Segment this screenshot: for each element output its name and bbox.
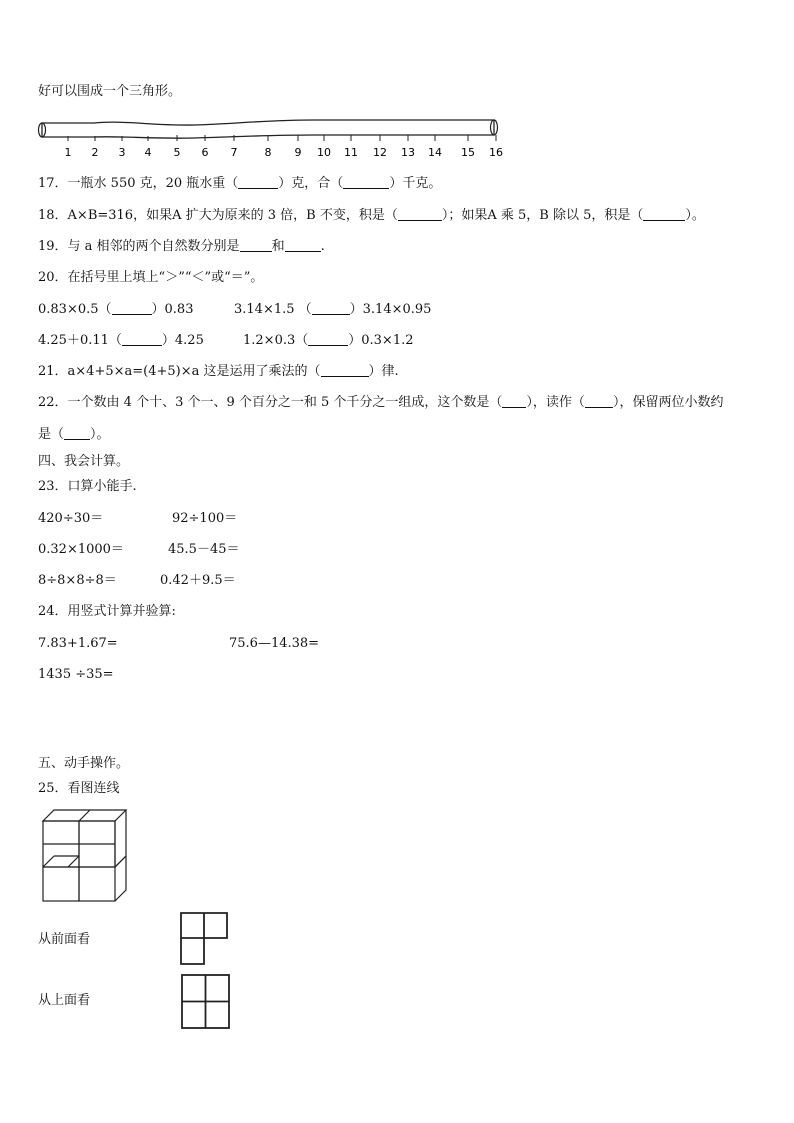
cube-stack-figure: [40, 808, 132, 908]
q24-item-2: 75.6—14.38=: [229, 636, 320, 651]
question-21: [38, 364, 399, 380]
q20-blank-2[interactable]: [312, 302, 350, 315]
ruler-tick-label: 2: [91, 146, 99, 159]
question-20-row-1b: [234, 302, 431, 318]
question-18: [38, 208, 705, 224]
q20-blank-4[interactable]: [308, 333, 348, 346]
question-25-title: 25．看图连线: [38, 781, 120, 796]
ruler-tick-label: 15: [461, 146, 475, 159]
question-20-row-2: [38, 333, 204, 349]
front-view-label: 从前面看: [38, 932, 91, 947]
q22-blank-2[interactable]: [585, 395, 613, 408]
ruler-tick-label: 12: [373, 146, 387, 159]
q22-text-d: 是（: [38, 427, 65, 442]
q20-r1a-right: ）0.83: [151, 302, 194, 317]
q23-item-1: 420÷30＝: [38, 511, 104, 526]
question-20-row-1: [38, 302, 193, 318]
q19-text-c: .: [320, 239, 325, 254]
straw-ruler-figure: [34, 116, 504, 166]
q22-text-c: ），保留两位小数约: [612, 395, 724, 410]
q21-text-b: ）律.: [368, 364, 399, 379]
q19-text-a: 19．与 a 相邻的两个自然数分别是: [38, 239, 240, 254]
ruler-tick-label: 7: [230, 146, 238, 159]
q17-blank-2[interactable]: [343, 176, 389, 189]
ruler-tick-label: 8: [264, 146, 272, 159]
q18-text-c: ）。: [685, 208, 705, 223]
question-19: [38, 239, 325, 255]
q17-text-c: ）千克。: [389, 176, 442, 191]
q21-blank[interactable]: [321, 364, 369, 377]
q17-text-b: ）克，合（: [278, 176, 344, 191]
ruler-tick-label: 13: [401, 146, 415, 159]
top-view-drawing: [181, 974, 231, 1030]
straw-ruler-drawing: [34, 116, 504, 162]
ruler-tick-label: 10: [317, 146, 331, 159]
question-20-row-2b: [243, 333, 414, 349]
q19-blank-2[interactable]: [285, 239, 321, 252]
q22-text-a: 22．一个数由 4 个十、3 个一、9 个百分之一和 5 个千分之一组成，这个数是（: [38, 395, 503, 410]
top-view-label: 从上面看: [38, 993, 91, 1008]
q20-r2a-right: ）4.25: [161, 333, 204, 348]
top-view-figure[interactable]: [181, 974, 231, 1034]
section-4-heading: 四、我会计算。: [38, 454, 130, 469]
question-17: [38, 176, 441, 192]
q17-blank-1[interactable]: [238, 176, 278, 189]
q20-blank-3[interactable]: [122, 333, 162, 346]
q20-r2a-left: 4.25＋0.11（: [38, 333, 122, 348]
front-view-figure[interactable]: [180, 912, 230, 970]
q18-text-a: 18．A×B=316，如果A 扩大为原来的 3 倍，B 不变，积是（: [38, 208, 398, 223]
q18-blank-2[interactable]: [643, 208, 685, 221]
q18-blank-1[interactable]: [398, 208, 442, 221]
question-24-title: 24．用竖式计算并验算:: [38, 604, 176, 619]
q19-text-b: 和: [271, 239, 285, 254]
q24-item-3: 1435 ÷35=: [38, 667, 114, 682]
q24-item-1: 7.83+1.67=: [38, 636, 118, 651]
q23-item-5: 8÷8×8÷8＝: [38, 573, 117, 588]
ruler-tick-label: 4: [144, 146, 152, 159]
ruler-tick-label: 9: [294, 146, 302, 159]
ruler-tick-label: 11: [344, 146, 358, 159]
q23-item-3: 0.32×1000＝: [38, 542, 124, 557]
q18-text-b: ）；如果A 乘 5，B 除以 5，积是（: [441, 208, 644, 223]
q20-r2b-right: ）0.3×1.2: [348, 333, 414, 348]
q22-text-b: ），读作（: [526, 395, 585, 410]
q20-r2b-left: 1.2×0.3（: [243, 333, 309, 348]
ruler-tick-label: 16: [489, 146, 503, 159]
ruler-tick-label: 14: [428, 146, 442, 159]
ruler-tick-label: 6: [201, 146, 209, 159]
q17-text-a: 17．一瓶水 550 克，20 瓶水重（: [38, 176, 239, 191]
q20-r1a-left: 0.83×0.5（: [38, 302, 112, 317]
ruler-tick-label: 3: [118, 146, 126, 159]
q23-item-6: 0.42＋9.5＝: [160, 573, 236, 588]
question-20-title: 20．在括号里上填上“＞”“＜”或“＝”。: [38, 270, 264, 285]
q21-text-a: 21．a×4+5×a=(4+5)×a 这是运用了乘法的（: [38, 364, 321, 379]
q20-r1b-right: ）3.14×0.95: [349, 302, 432, 317]
q23-item-2: 92÷100＝: [172, 511, 238, 526]
question-22-cont: [38, 427, 110, 443]
ruler-tick-label: 5: [173, 146, 181, 159]
q20-r1b-left: 3.14×1.5 （: [234, 302, 312, 317]
q22-blank-3[interactable]: [64, 427, 90, 440]
q20-blank-1[interactable]: [112, 302, 152, 315]
q19-blank-1[interactable]: [240, 239, 272, 252]
question-22: [38, 395, 723, 411]
ruler-tick-label: 1: [64, 146, 72, 159]
question-23-title: 23．口算小能手.: [38, 479, 137, 494]
front-view-drawing: [180, 912, 230, 966]
section-5-heading: 五、动手操作。: [38, 756, 130, 771]
q22-text-e: ）。: [90, 427, 110, 442]
q23-item-4: 45.5－45＝: [168, 542, 240, 557]
intro-text: 好可以围成一个三角形。: [38, 84, 182, 99]
cube-stack-drawing: [40, 808, 132, 904]
q22-blank-1[interactable]: [502, 395, 526, 408]
